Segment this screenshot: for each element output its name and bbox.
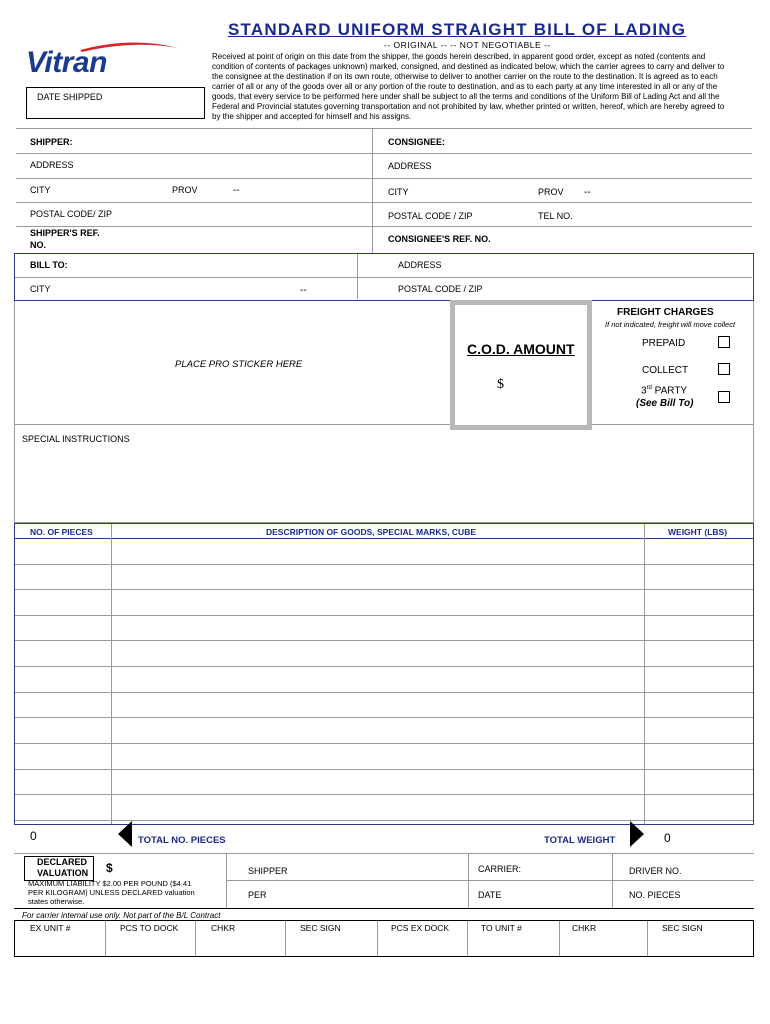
col-weight-header: WEIGHT (LBS) [668, 527, 728, 537]
consignee-tel-label: TEL NO. [538, 211, 573, 221]
collect-checkbox[interactable] [718, 363, 730, 375]
date-label: DATE [478, 890, 502, 900]
driver-no-label: DRIVER NO. [629, 866, 682, 876]
collect-label: COLLECT [642, 365, 689, 376]
terms-line: goods, that every service to be performed here under shall be subject to all the terms and conditions of the Uniform Bill of Lading Act and all the [212, 92, 720, 101]
terms-line: condition of contents of packages unknown) marked, consigned, and destined as indicated below, which the carrier agrees to carry and deliver to [212, 62, 725, 71]
prepaid-label: PREPAID [642, 338, 686, 349]
special-instructions-label: SPECIAL INSTRUCTIONS [22, 434, 130, 444]
goods-row-line [15, 666, 753, 667]
prepaid-checkbox[interactable] [718, 336, 730, 348]
goods-row-line [15, 564, 753, 565]
shipper-postal-label: POSTAL CODE/ ZIP [30, 209, 113, 219]
total-pieces-value[interactable]: 0 [30, 829, 37, 843]
total-weight-label: TOTAL WEIGHT [544, 835, 616, 846]
third-party-word: PARTY [651, 385, 688, 397]
bill-to-dash: -- [300, 285, 307, 296]
document-title: STANDARD UNIFORM STRAIGHT BILL OF LADING [228, 20, 687, 39]
bill-to-postal-label: POSTAL CODE / ZIP [398, 284, 483, 294]
cod-label: C.O.D. AMOUNT [467, 341, 575, 357]
arrow-left-icon [118, 821, 132, 847]
see-bill-to-label: (See Bill To) [636, 398, 694, 409]
goods-row-line [15, 717, 753, 718]
bill-to-city-label: CITY [30, 284, 51, 294]
consignee-ref-label: CONSIGNEE'S REF. NO. [388, 234, 491, 244]
carrier-col-to-unit: TO UNIT # [481, 923, 522, 933]
terms-line: the consignee at the destination if on its own route, otherwise to deliver to another carrier on the route to the destination. It is agreed as to each [212, 72, 718, 81]
declared-note: PER KILOGRAM) UNLESS DECLARED valuation [28, 888, 195, 897]
consignee-prov-label: PROV [538, 187, 564, 197]
carrier-label: CARRIER: [478, 864, 522, 874]
goods-table [14, 523, 754, 825]
consignee-city-label: CITY [388, 187, 409, 197]
pro-sticker-label: PLACE PRO STICKER HERE [175, 359, 303, 370]
declared-note: MAXIMUM LIABILITY $2.00 PER POUND ($4.41 [28, 879, 192, 888]
col-pieces-header: NO. OF PIECES [30, 527, 93, 537]
freight-charges-title: FREIGHT CHARGES [617, 307, 714, 318]
terms-paragraph [212, 52, 748, 122]
carrier-col-sec-sign-2: SEC SIGN [662, 923, 703, 933]
declared-label: DECLARED [37, 857, 88, 867]
date-shipped-label: DATE SHIPPED [37, 92, 103, 102]
arrow-right-icon [630, 821, 644, 847]
declared-note: states otherwise. [28, 897, 85, 906]
per-label: PER [248, 890, 267, 900]
goods-row-line [15, 589, 753, 590]
shipper-ref-label-2: NO. [30, 240, 47, 250]
goods-row-line [15, 692, 753, 693]
terms-line: Federal and Provincial statutes governing transportation and not prohibited by law, whether printed or written, hereof, which are hereby agreed to [212, 102, 725, 111]
goods-row-line [15, 743, 753, 744]
bill-to-label: BILL TO: [30, 260, 68, 270]
shipper-ref-label: SHIPPER'S REF. [30, 228, 100, 238]
shipper-sign-label: SHIPPER [248, 866, 288, 876]
carrier-col-sec-sign: SEC SIGN [300, 923, 341, 933]
shipper-address-label: ADDRESS [30, 160, 74, 170]
shipper-consignee-section [16, 128, 752, 253]
consignee-address-label: ADDRESS [388, 161, 432, 171]
freight-note: If not indicated, freight will move collect [605, 320, 736, 329]
third-party-number: 3 [641, 385, 647, 397]
carrier-col-pcs-to-dock: PCS TO DOCK [120, 923, 179, 933]
valuation-label: VALUATION [37, 868, 89, 878]
goods-row-line [15, 769, 753, 770]
consignee-label: CONSIGNEE: [388, 137, 446, 147]
logo-text: Vitran [26, 46, 107, 79]
carrier-col-chkr: CHKR [211, 923, 236, 933]
carrier-col-chkr-2: CHKR [572, 923, 597, 933]
document-subtitle: -- ORIGINAL -- -- NOT NEGOTIABLE -- [384, 40, 551, 50]
total-pieces-label: TOTAL NO. PIECES [138, 835, 226, 846]
shipper-label: SHIPPER: [30, 137, 73, 147]
third-party-label [641, 385, 687, 396]
goods-row-line [15, 640, 753, 641]
declared-currency: $ [106, 861, 113, 875]
vitran-logo [22, 38, 182, 78]
terms-line: by the shipper and accepted for himself and his assigns. [212, 112, 412, 121]
bill-to-address-label: ADDRESS [398, 260, 442, 270]
date-shipped-field[interactable] [26, 87, 205, 119]
shipper-prov-value[interactable]: -- [233, 185, 240, 196]
terms-line: carrier of all or any of the goods over all or any portion of the route to destination, and as to each party at any time interested in all or any of the [212, 82, 718, 91]
carrier-col-ex-unit: EX UNIT # [30, 923, 71, 933]
shipper-city-label: CITY [30, 185, 51, 195]
col-description-header: DESCRIPTION OF GOODS, SPECIAL MARKS, CUBE [266, 527, 477, 537]
third-party-ordinal: rd [646, 385, 652, 391]
carrier-col-pcs-ex-dock: PCS EX DOCK [391, 923, 450, 933]
carrier-internal-note: For carrier internal use only. Not part of the B/L Contract [22, 911, 221, 920]
total-weight-value[interactable]: 0 [664, 831, 671, 845]
no-pieces-label: NO. PIECES [629, 890, 681, 900]
goods-row-line [15, 794, 753, 795]
goods-row-line [15, 615, 753, 616]
third-party-checkbox[interactable] [718, 391, 730, 403]
cod-currency: $ [497, 377, 504, 392]
shipper-prov-label: PROV [172, 185, 198, 195]
terms-line: Received at point of origin on this date from the shipper, the goods herein described, in apparent good order, except as noted (contents and [212, 52, 706, 61]
cod-box[interactable] [450, 300, 592, 430]
consignee-prov-value[interactable]: -- [584, 187, 591, 198]
consignee-postal-label: POSTAL CODE / ZIP [388, 211, 473, 221]
bill-to-box [14, 253, 754, 301]
